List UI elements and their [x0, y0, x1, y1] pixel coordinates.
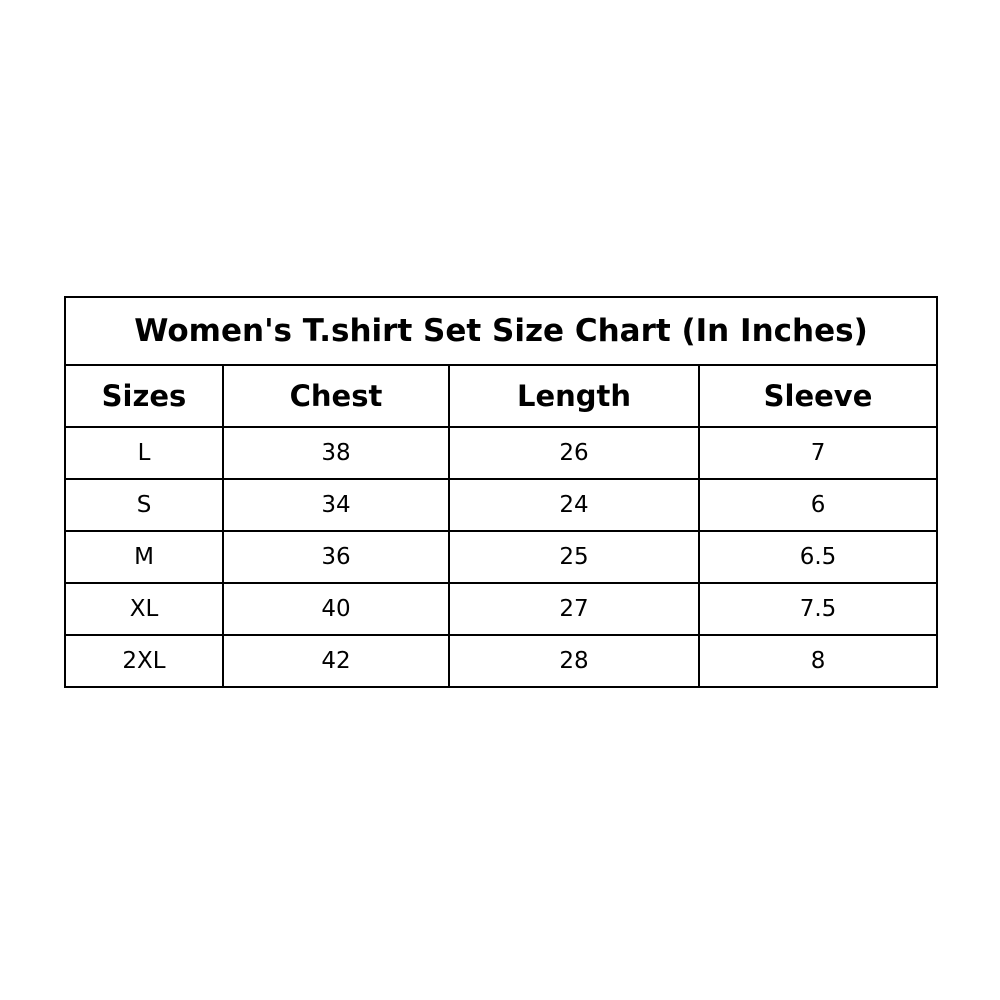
- table-row: [65, 427, 937, 479]
- cell-size: L: [65, 427, 223, 479]
- cell-sleeve: 7: [699, 427, 937, 479]
- column-header-sizes: Sizes: [65, 365, 223, 427]
- cell-length: 28: [449, 635, 699, 687]
- table-row: [65, 635, 937, 687]
- cell-chest: 40: [223, 583, 449, 635]
- cell-sleeve: 6: [699, 479, 937, 531]
- cell-chest: 36: [223, 531, 449, 583]
- cell-sleeve: 7.5: [699, 583, 937, 635]
- cell-size: XL: [65, 583, 223, 635]
- cell-length: 24: [449, 479, 699, 531]
- column-header-chest: Chest: [223, 365, 449, 427]
- cell-size: M: [65, 531, 223, 583]
- table-header-row: [65, 365, 937, 427]
- cell-chest: 34: [223, 479, 449, 531]
- table-row: [65, 479, 937, 531]
- column-header-length: Length: [449, 365, 699, 427]
- cell-length: 25: [449, 531, 699, 583]
- chart-title: Women's T.shirt Set Size Chart (In Inches): [65, 297, 937, 365]
- table-row: [65, 531, 937, 583]
- table-title-row: [65, 297, 937, 365]
- cell-chest: 42: [223, 635, 449, 687]
- cell-chest: 38: [223, 427, 449, 479]
- size-chart-container: [64, 296, 936, 688]
- column-header-sleeve: Sleeve: [699, 365, 937, 427]
- cell-length: 27: [449, 583, 699, 635]
- cell-size: 2XL: [65, 635, 223, 687]
- cell-sleeve: 8: [699, 635, 937, 687]
- cell-size: S: [65, 479, 223, 531]
- cell-sleeve: 6.5: [699, 531, 937, 583]
- table-row: [65, 583, 937, 635]
- size-chart-table: [64, 296, 938, 688]
- cell-length: 26: [449, 427, 699, 479]
